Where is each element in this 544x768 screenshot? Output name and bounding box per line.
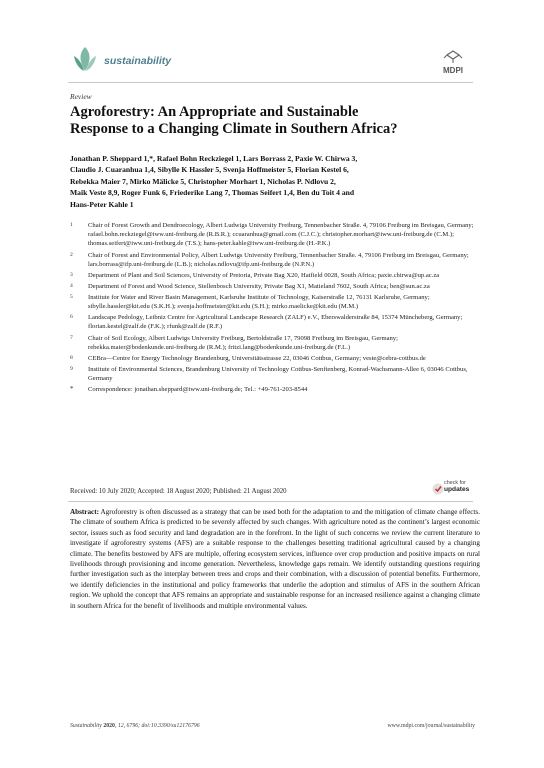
article-title <box>70 104 480 138</box>
author-line-4[interactable]: Maik Veste 8,9, Roger Funk 6, Friederike Lang 7, Thomas Seifert 1,4, Ben du Toit 4 and <box>70 188 355 198</box>
affiliation-item: 1 Chair of Forest Growth and Dendroecology, Albert Ludwigs University Freiburg, Tennenbacher Straße. 4, 79106 Freiburg im Breisgau, Germany; rafael.bohn.reckziegel@iww.uni-freiburg.de (R.B.R.); ccuaranhua@gmail.com (C.J.C.); christopher.morhart@iww.uni-freiburg.de (C.M.); thomas.seifert@iww.uni-freiburg.de (T.S.); hans-peter.kahle@iww.uni-freiburg.de (H.-P.K.) <box>70 222 474 248</box>
author-list <box>70 153 480 210</box>
author-line-3[interactable]: Rebekka Maier 7, Mirko Mälicke 5, Christopher Morhart 1, Nicholas P. Ndlovu 2, <box>70 176 336 186</box>
check-for-updates-label[interactable]: check for updates <box>444 480 470 493</box>
mdpi-logo-icon[interactable] <box>432 50 474 76</box>
correspondence: * Correspondence: jonathan.sheppard@iww.uni-freiburg.de; Tel.: +49-761-203-8544 <box>70 385 308 394</box>
abstract-label: Abstract: <box>70 508 99 516</box>
affiliation-item: 7 Chair of Soil Ecology, Albert Ludwigs University Freiburg, Bertoldstraße 17, 79098 Freiburg im Breisgau, Germany; rebekka.maier@bodenkunde.uni-freiburg.de (R.M.); fritzi.lang@bodenkunde.uni-freiburg.de (F.L.) <box>70 334 398 351</box>
abstract-text: Agroforestry is often discussed as a strategy that can be used both for the adaptation to and the mitigation of climate change effects. The climate of southern Africa is predicted to be severely affected by such changes. With agriculture noted as the continent’s largest economic sector, issues such as food security and land degradation are in the forefront. In the light of such concerns we review the current literature to investigate if agroforestry systems (AFS) are a suitable response to the challenges besetting traditional agricultural caused by a changing climate. The benefits bestowed by AFS are multiple, offering ecosystem services, influence over crop production and positive impacts on rural livelihoods through provisioning and income generation. Nevertheless, knowledge gaps remain. We identify outstanding questions requiring further investigation such as the interplay between trees and crops and their combination, with a discussion of potential benefits. Furthermore, we identify deficiencies in the institutional and policy frameworks that underlie the adoption and stimulus of AFS in the southern African region. We uphold the concept that AFS remains an appropriate and sustainable response for an increased resilience against a changing climate in southern Africa for the benefit of livelihoods and multiple environmental values. <box>70 508 480 610</box>
title-line-1: Agroforestry: An Appropriate and Sustainable <box>70 104 359 120</box>
title-line-2: Response to a Changing Climate in Southern Africa? <box>70 121 398 137</box>
citation: Sustainability 2020, 12, 6796; doi:10.3390/su12176796 <box>70 723 200 729</box>
journal-name[interactable]: sustainability <box>104 55 172 67</box>
publication-dates: Received: 10 July 2020; Accepted: 18 August 2020; Published: 21 August 2020 <box>70 488 287 495</box>
affiliation-item: 5 Institute for Water and River Basin Management, Karlsruhe Institute of Technology, Kaiserstraße 12, 76131 Karlsruhe, Germany; sibylle.hassler@kit.edu (S.K.H.); svenja.hoffmeister@kit.edu (S.H.); mirko.maelicke@kit.edu (M.M.) <box>70 293 430 311</box>
dates-divider <box>68 501 473 502</box>
affiliation-item: 4 Department of Forest and Wood Science, Stellenbosch University, Private Bag X1, Matieland 7602, South Africa; ben@sun.ac.za <box>70 282 430 290</box>
article-type: Review <box>70 92 92 101</box>
affiliation-item: 3 Department of Plant and Soil Sciences, University of Pretoria, Private Bag X20, Hatfield 0028, South Africa; paxie.chirwa@up.ac.za <box>70 271 440 279</box>
affiliation-item: 2 Chair of Forest and Environmental Policy, Albert Ludwigs University Freiburg, Tennenbacher Straße. 4, 79106 Freiburg im Breisgau, Germany; lars.borrass@ifp.uni-freiburg.de (L.B.); nicholas.ndlovu@ifp.uni-freiburg.de (N.P.N.) <box>70 251 469 268</box>
header-divider <box>68 82 473 83</box>
affiliation-item: 9 Institute of Environmental Sciences, Brandenburg University of Technology Cottbus-Senftenberg, Konrad-Wachsmann-Allee 6, 03046 Cottbus, Germany <box>70 365 468 383</box>
sustainability-logo-icon <box>70 44 100 74</box>
affiliations <box>70 221 480 396</box>
mdpi-wordmark: MDPI <box>443 66 463 75</box>
journal-url-link[interactable]: www.mdpi.com/journal/sustainability <box>387 723 475 729</box>
author-line-1[interactable]: Jonathan P. Sheppard 1,*, Rafael Bohn Reckziegel 1, Lars Borrass 2, Paxie W. Chirwa 3, <box>70 154 358 163</box>
abstract <box>70 507 480 611</box>
affiliation-item: 8 CEBra—Centre for Energy Technology Brandenburg, Universitätsstrasse 22, 03046 Cottbus, Germany; veste@cebra-cottbus.de <box>70 354 426 362</box>
affiliation-item: 6 Landscape Pedology, Leibniz Centre for Agricultural Landscape Research (ZALF) e.V., Eberswalderstraße 84, 15374 Müncheberg, Germany; florian.kestel@zalf.de (F.K.); rfunk@zalf.de (R.F.) <box>70 314 463 331</box>
author-line-5[interactable]: Hans-Peter Kahle 1 <box>70 199 134 209</box>
author-line-2[interactable]: Claudio J. Cuaranhua 1,4, Sibylle K Hassler 5, Svenja Hoffmeister 5, Florian Kestel 6, <box>70 165 349 175</box>
